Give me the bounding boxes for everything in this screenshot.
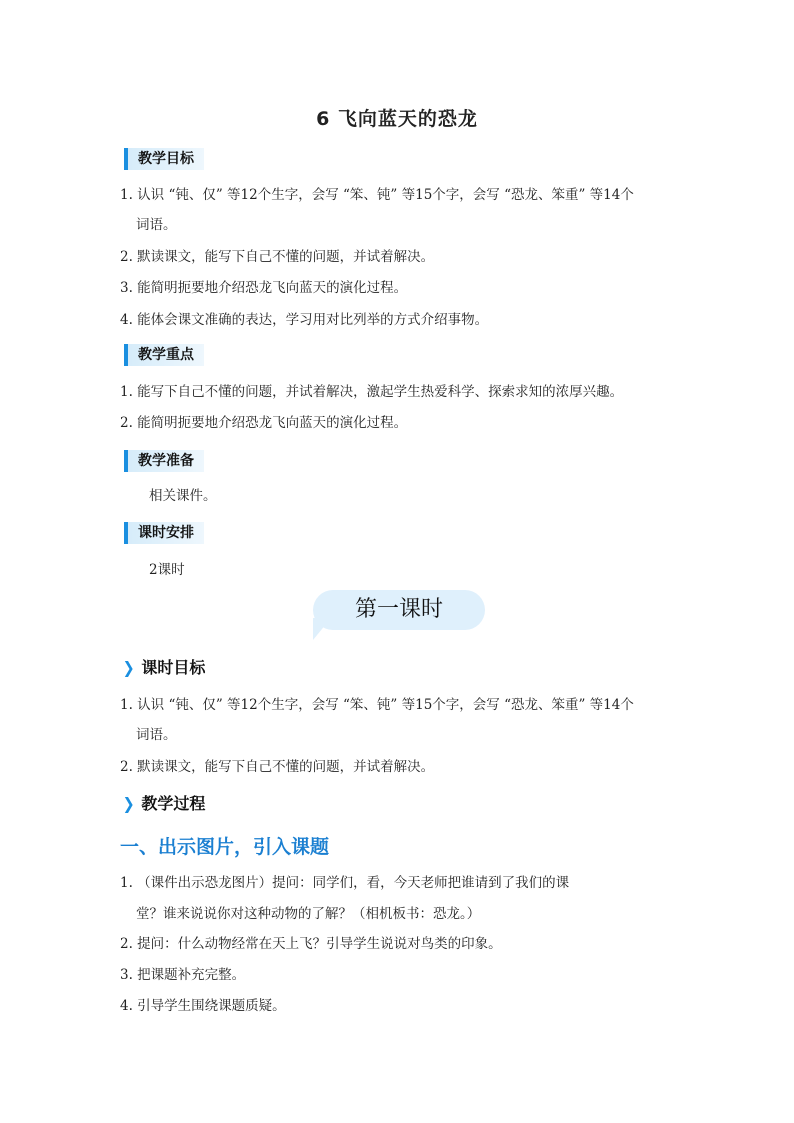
step-1-cont: 堂？谁来说说你对这种动物的了解？（相机板书：恐龙。） [136, 906, 481, 922]
lesson-goal-1: 1. 认识 “钝、仅” 等12个生字，会写 “笨、钝” 等15个字，会写 “恐龙、笨重” 等14个 [120, 697, 634, 713]
step-1: 1. （课件出示恐龙图片）提问：同学们，看，今天老师把谁请到了我们的课 [120, 875, 570, 891]
prep-text: 相关课件。 [149, 488, 217, 504]
chevron-right-icon: ❯ [122, 658, 135, 677]
goal-item-4: 4. 能体会课文准确的表达，学习用对比列举的方式介绍事物。 [120, 312, 489, 328]
focus-item-2: 2. 能简明扼要地介绍恐龙飞向蓝天的演化过程。 [120, 415, 408, 431]
focus-item-1: 1. 能写下自己不懂的问题，并试着解决，激起学生热爱科学、探索求知的浓厚兴趣。 [120, 384, 624, 400]
lesson-goal-1-cont: 词语。 [136, 727, 177, 743]
lesson-goal-2: 2. 默读课文，能写下自己不懂的问题，并试着解决。 [120, 759, 435, 775]
section-label-prep: 教学准备 [124, 450, 204, 472]
goal-item-3: 3. 能简明扼要地介绍恐龙飞向蓝天的演化过程。 [120, 280, 408, 296]
lesson-goals-heading-text: 课时目标 [141, 658, 206, 677]
process-heading [122, 792, 205, 816]
section-label-goals: 教学目标 [124, 148, 204, 170]
section-label-schedule: 课时安排 [124, 522, 204, 544]
lesson-goals-heading [122, 656, 205, 680]
part1-heading: 一、出示图片，引入课题 [120, 836, 330, 858]
page-title: 6 飞向蓝天的恐龙 [316, 108, 478, 130]
goal-item-1: 1. 认识 “钝、仅” 等12个生字，会写 “笨、钝” 等15个字，会写 “恐龙、笨重” 等14个 [120, 187, 634, 203]
chevron-right-icon: ❯ [122, 794, 135, 813]
section-label-focus: 教学重点 [124, 344, 204, 366]
goal-item-2: 2. 默读课文，能写下自己不懂的问题，并试着解决。 [120, 249, 435, 265]
step-2: 2. 提问：什么动物经常在天上飞？引导学生说说对鸟类的印象。 [120, 936, 502, 952]
lesson-bubble: 第一课时 [313, 590, 485, 630]
schedule-text: 2课时 [149, 562, 185, 578]
step-4: 4. 引导学生围绕课题质疑。 [120, 998, 286, 1014]
step-3: 3. 把课题补充完整。 [120, 967, 246, 983]
goal-item-1-cont: 词语。 [136, 217, 177, 233]
process-heading-text: 教学过程 [141, 794, 206, 813]
